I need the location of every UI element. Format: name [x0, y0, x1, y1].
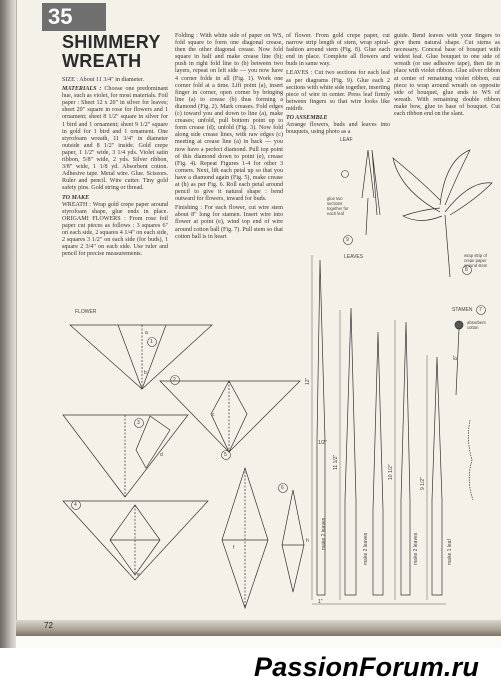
make-text: WREATH : Wrap gold crepe paper around styrofoam shape, glue ends in place. ORIGAMI FLOWERS : From rose foil paper cut pieces as follows : 3 squares 6" on each side, 2 squares 4 1/4" on each side, 2 squares 3 1/2" on each side (for buds), 1 square 2 3/4" on each side. Use ruler and pencil for precise measurements.: [62, 201, 168, 258]
stamen-label: STAMEN: [452, 307, 473, 313]
dimension-one-inch-label: 1": [318, 599, 323, 605]
fig-6-petal-diagram: [279, 484, 305, 593]
make-1-leaf-label: make 1 leaf: [447, 539, 453, 565]
size-paragraph: SIZE : About 11 3/4" in diameter.: [62, 77, 144, 83]
letter-c-label: c: [212, 412, 215, 418]
make-heading: TO MAKE: [62, 194, 90, 201]
finishing-paragraph: Finishing : For each flower, cut wire stem about 8" long for stamen. Insert wire into flower at point (e), wind top end of wire around cotton ball (Fig. 7). Pull stem so that cotton ball is in heart: [175, 205, 283, 240]
materials-heading: MATERIALS :: [62, 86, 102, 93]
fig-6-number: 6: [281, 485, 284, 491]
letter-b-label: b: [144, 370, 147, 376]
letter-a-label: a: [145, 330, 148, 336]
fig-4-fold-diagram: [63, 501, 208, 581]
letter-e-label: e: [137, 572, 140, 578]
title-line-2: WREATH: [62, 51, 142, 71]
col3-paragraph: of flower. From gold crepe paper, cut narrow strip length of stem, wrap spiral-fashion around stem (Fig. 8). Glue each end in place. Complete all flowers and buds in same way.: [286, 33, 390, 68]
fig-4-number: 4: [74, 502, 77, 508]
fig-9-number: 9: [346, 237, 349, 243]
page-number: 72: [44, 621, 53, 630]
leaves-label: LEAVES: [344, 254, 364, 260]
leaf-drawing: [342, 150, 381, 235]
dimension-half-inch-label: 1/2": [318, 440, 327, 446]
fig-7-number: 7: [479, 307, 482, 313]
fig-8-number: 8: [465, 267, 468, 273]
folding-paragraph: Folding : With white side of paper on WS, fold square to form one diagonal crease, then the other diagonal crease. Now fold square in half and make crease line (b); push in right fold line to (b) between two layers, repeat on left side — you now have 4 corner folds in all (Fig. 1). Work one corner fold at a time. Lift point (a), insert finger in corner, open corner by bringing line (a) to crease (b) thus forming a diamond (Fig. 2). Mark creases. Fold edges (c) toward you and down to line (a), make creases; unfold, pull bottom point up to form crease (d); unfold (Fig. 3). Now fold along side crease lines, with raw edges (c) meeting at crease line (a) in back — you now have a perfect diamond. Pull top point of this diamond down to point (e), crease (Fig. 4). Repeat Figures 1-4 for other 3 corners. Next, lift each petal up so that you have a diamond again (Fig. 5), make crease at (h) as per Fig. 6. Roll each petal around pencil to give it natural shape : bend outward for flowers, inward for buds.: [175, 33, 283, 203]
flower-label: FLOWER: [75, 309, 97, 315]
dimension-8-label: 8": [453, 355, 459, 360]
letter-h-label: h: [306, 538, 309, 544]
make-2-leaves-label-1: make 2 leaves: [321, 517, 327, 550]
fig-1-number: 1: [150, 339, 153, 345]
fig-2-number: 2: [173, 377, 176, 383]
fig-7-stamen-drawing: [455, 306, 486, 501]
pattern-number-badge: 35: [42, 3, 106, 31]
letter-d-label: d: [160, 452, 163, 458]
wrap-strip-label: wrap strip of crepe paper around stem: [464, 253, 488, 268]
assemble-heading: TO ASSEMBLE: [286, 115, 328, 122]
absorbent-cotton-label: absorbent cotton: [467, 320, 486, 330]
dimension-11-label: 11 1/2": [333, 454, 339, 470]
leaf-pattern-strips: [317, 260, 442, 595]
assemble-text: Arrange flowers, buds and leaves into bouquets, using photo as a: [286, 122, 390, 136]
page-bottom-edge: [16, 620, 501, 636]
fig-5-petal-diagram: [222, 451, 269, 609]
dimension-10-label: 10 1/2": [388, 464, 394, 480]
fig-3-fold-diagram: [63, 415, 188, 497]
fig-2-fold-diagram: [160, 376, 300, 453]
fig-3-number: 3: [137, 420, 140, 426]
watermark-text: PassionForum.ru: [254, 652, 480, 682]
make-2-leaves-label-3: make 2 leaves: [413, 532, 419, 565]
title-line-1: SHIMMERY: [62, 32, 161, 52]
glue-two-sections-label: glue two sections together for each leaf: [327, 196, 349, 216]
fig-5-number: 5: [224, 452, 227, 458]
leaf-label: LEAF: [340, 137, 353, 143]
dimension-12-label: 12": [305, 377, 311, 385]
materials-text: Choose one predominant hue, such as violet, for most materials. Foil paper : Sheet 12 x 20" in silver for leaves; sheet 20" square in rose for flowers and 1 ornament; sheet 8 1/2" square in silver for 1 bird and 1 ornament; sheet 9 1/2" square in gold for 1 bird and 1 ornament. One styrofoam wreath, 11 3/4" in diameter outside and 8 1/2" inside. Gold crepe paper, 1 1/2" wide, 3 1/4 yds. Violet satin ribbon, 5/8" wide, 2 yds. Silver ribbon, 3/8" wide, 1 1/8 yd. Absorbent cotton. Adhesive tape. Metal wire. Glue. Scissors. Ruler and pencil. Wire cutter. Tiny gold safety pins. Gold string or thread.: [62, 86, 168, 192]
fig-1-fold-diagram: [70, 325, 212, 389]
dimension-9-label: 9 1/2": [420, 477, 426, 490]
leaves-paragraph: LEAVES : Cut two sections for each leaf as per diagrams (Fig. 9). Glue each 2 sections with white side together, inserting piece of wire in center. Press leaf firmly between fingers so that wire looks like midrib.: [286, 70, 391, 112]
letter-f-label: f: [233, 545, 235, 551]
col4-paragraph: guide. Bend leaves with your fingers to give them natural shape. Cut stems as necessary. Conceal base of bouquet with widest leaf. Glue bouquet to one side of wreath (or use adhesive tape), then tie in place with violet ribbon. Glue silver ribbon at center of remaining violet ribbon, cut piece to wrap around wreath on opposite side of bouquet, glue ends to WS of wreath. With remaining double ribbon make bow, glue to base of bouquet. Cut each ribbon end on the slant.: [394, 33, 500, 118]
make-2-leaves-label-2: make 2 leaves: [363, 532, 369, 565]
